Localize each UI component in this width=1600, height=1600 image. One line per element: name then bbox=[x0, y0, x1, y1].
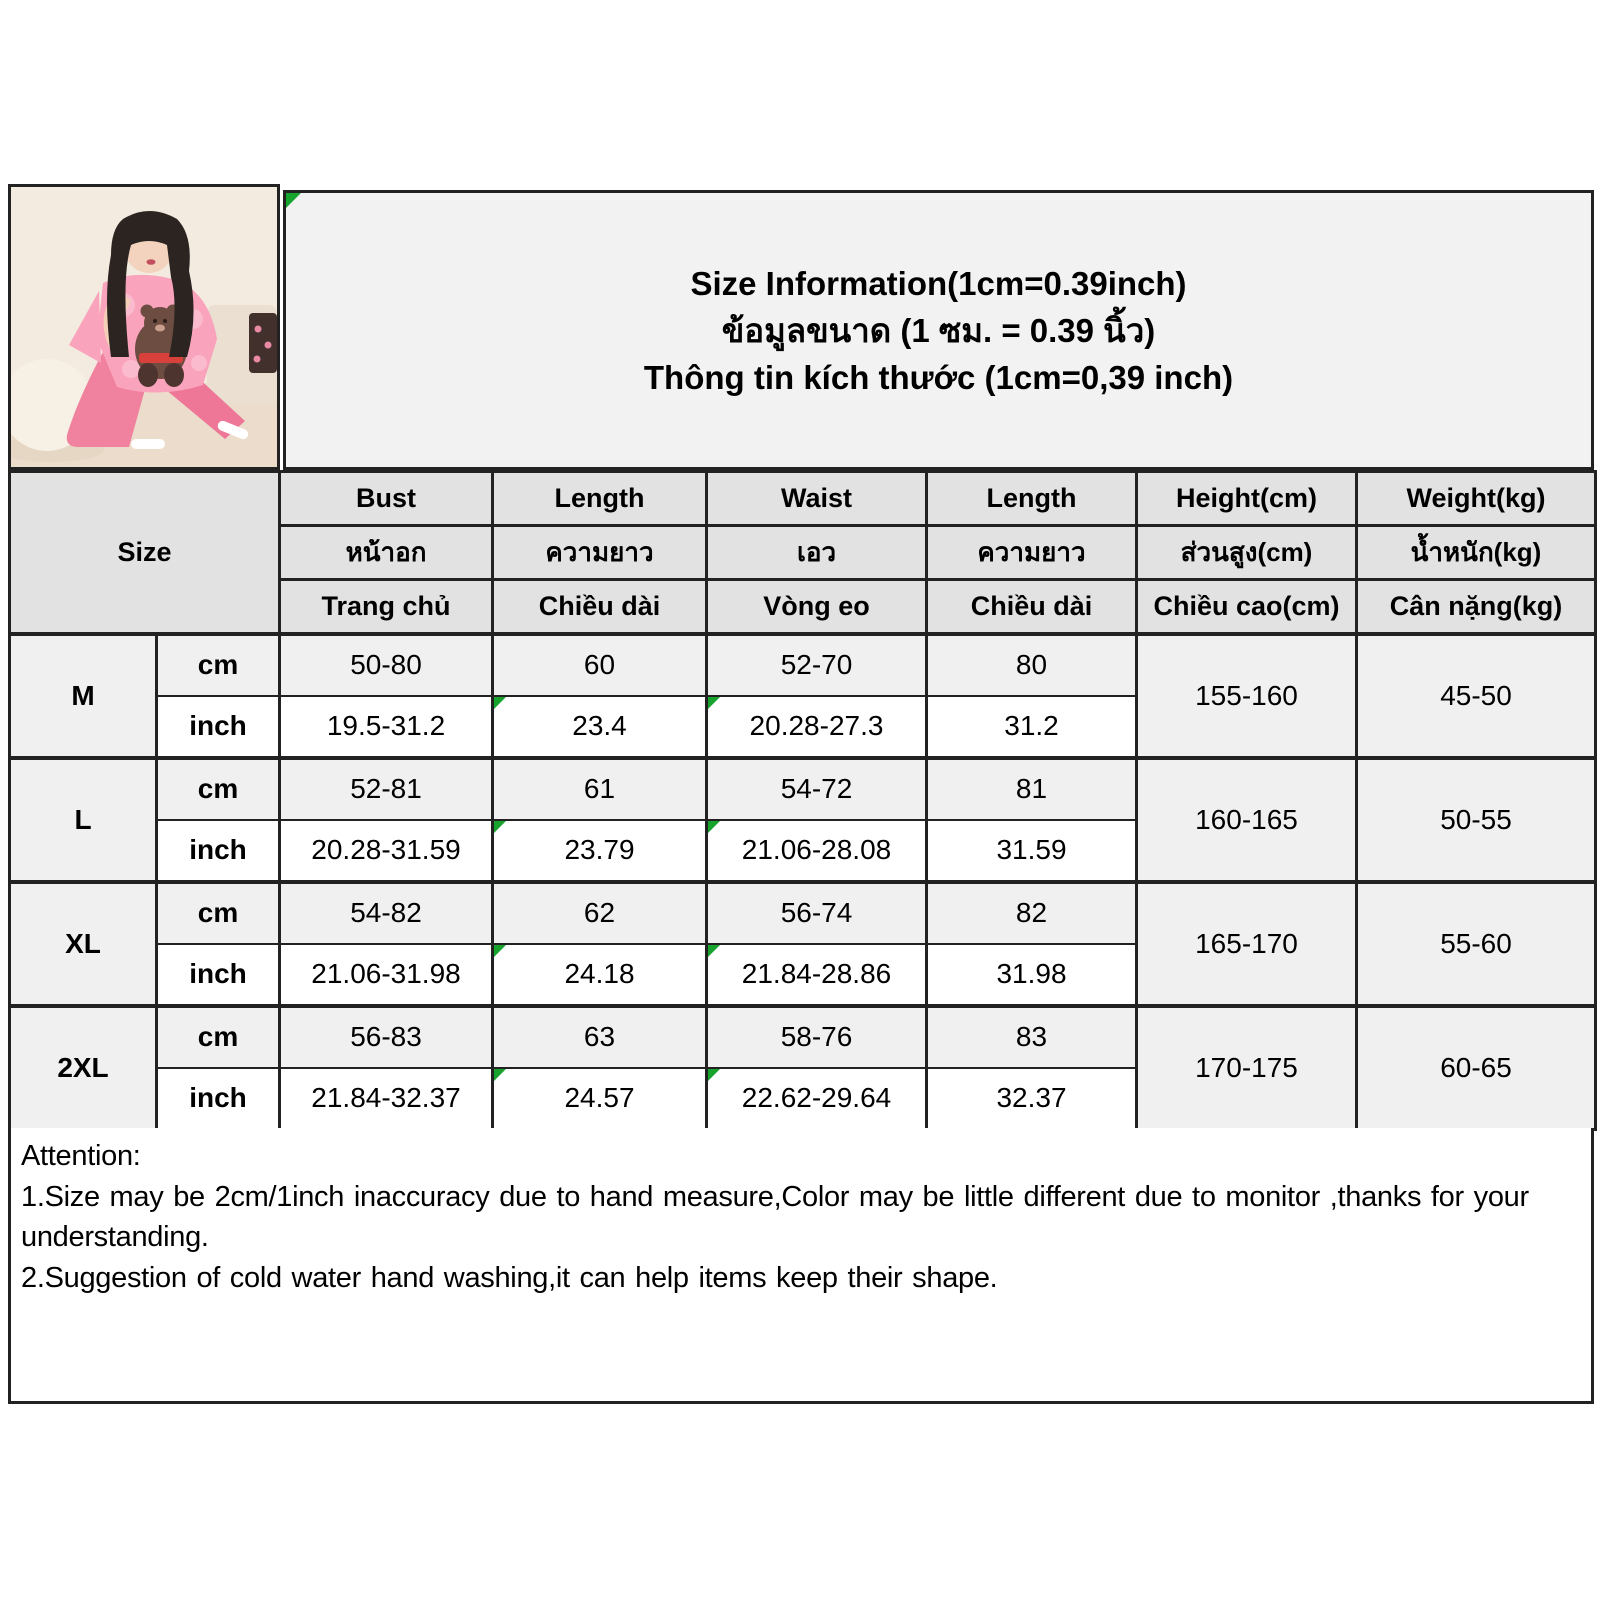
size-label-xl: XL bbox=[10, 882, 157, 1006]
cell-xl-weight: 55-60 bbox=[1357, 882, 1596, 1006]
col-header-weight-th: น้ำหนัก(kg) bbox=[1357, 526, 1596, 580]
cell-xl-inch-length2: 31.98 bbox=[927, 944, 1137, 1006]
cell-xl-cm-bust: 54-82 bbox=[280, 882, 493, 944]
col-header-weight-en: Weight(kg) bbox=[1357, 472, 1596, 526]
col-header-height-en: Height(cm) bbox=[1137, 472, 1357, 526]
col-header-length-en: Length bbox=[493, 472, 707, 526]
size-header-cell: Size bbox=[10, 472, 280, 634]
col-header-waist-th: เอว bbox=[707, 526, 927, 580]
title-vietnamese: Thông tin kích thước (1cm=0,39 inch) bbox=[643, 358, 1234, 396]
unit-cell-inch: inch bbox=[157, 820, 280, 882]
cell-xl-cm-length: 62 bbox=[493, 882, 707, 944]
size-info-title-block bbox=[283, 190, 1594, 470]
green-corner-marker-icon bbox=[494, 821, 506, 833]
green-corner-marker-icon bbox=[494, 1069, 506, 1081]
green-corner-marker-icon bbox=[286, 193, 301, 208]
cell-m-cm-length: 60 bbox=[493, 634, 707, 696]
cell-m-weight: 45-50 bbox=[1357, 634, 1596, 758]
cell-l-cm-length2: 81 bbox=[927, 758, 1137, 820]
title-thai: ข้อมูลขนาด (1 ซม. = 0.39 นิ้ว) bbox=[721, 311, 1156, 349]
cell-l-inch-waist: 21.06-28.08 bbox=[707, 820, 927, 882]
cell-l-inch-length: 23.79 bbox=[493, 820, 707, 882]
cell-2xl-cm-bust: 56-83 bbox=[280, 1006, 493, 1068]
unit-cell-cm: cm bbox=[157, 634, 280, 696]
attention-note-1: 1.Size may be 2cm/1inch inaccuracy due to hand measure,Color may be little different due to monitor ,thanks for your understanding. bbox=[21, 1180, 1529, 1254]
cell-l-cm-waist: 54-72 bbox=[707, 758, 927, 820]
cell-m-inch-length: 23.4 bbox=[493, 696, 707, 758]
cell-xl-inch-waist: 21.84-28.86 bbox=[707, 944, 927, 1006]
unit-cell-inch: inch bbox=[157, 696, 280, 758]
product-photo bbox=[8, 184, 280, 470]
col-header-length2-en: Length bbox=[927, 472, 1137, 526]
col-header-bust-th: หน้าอก bbox=[280, 526, 493, 580]
cell-l-weight: 50-55 bbox=[1357, 758, 1596, 882]
cell-m-cm-waist: 52-70 bbox=[707, 634, 927, 696]
attention-note-2: 2.Suggestion of cold water hand washing,it can help items keep their shape. bbox=[21, 1261, 998, 1294]
unit-cell-cm: cm bbox=[157, 882, 280, 944]
cell-l-cm-length: 61 bbox=[493, 758, 707, 820]
cell-m-inch-waist: 20.28-27.3 bbox=[707, 696, 927, 758]
cell-xl-cm-waist: 56-74 bbox=[707, 882, 927, 944]
cell-xl-inch-length: 24.18 bbox=[493, 944, 707, 1006]
col-header-length2-vi: Chiều dài bbox=[927, 580, 1137, 634]
col-header-length-th: ความยาว bbox=[493, 526, 707, 580]
col-header-waist-en: Waist bbox=[707, 472, 927, 526]
size-label-m: M bbox=[10, 634, 157, 758]
green-corner-marker-icon bbox=[494, 697, 506, 709]
cell-xl-inch-bust: 21.06-31.98 bbox=[280, 944, 493, 1006]
size-label-l: L bbox=[10, 758, 157, 882]
col-header-length2-th: ความยาว bbox=[927, 526, 1137, 580]
unit-cell-inch: inch bbox=[157, 944, 280, 1006]
cell-m-height: 155-160 bbox=[1137, 634, 1357, 758]
model-illustration bbox=[11, 187, 277, 467]
col-header-bust-vi: Trang chủ bbox=[280, 580, 493, 634]
attention-notes-box bbox=[8, 1128, 1594, 1404]
cell-2xl-height: 170-175 bbox=[1137, 1006, 1357, 1130]
col-header-bust-en: Bust bbox=[280, 472, 493, 526]
cell-2xl-inch-length2: 32.37 bbox=[927, 1068, 1137, 1130]
unit-cell-cm: cm bbox=[157, 1006, 280, 1068]
cell-2xl-inch-bust: 21.84-32.37 bbox=[280, 1068, 493, 1130]
cell-2xl-inch-length: 24.57 bbox=[493, 1068, 707, 1130]
cell-m-cm-bust: 50-80 bbox=[280, 634, 493, 696]
cell-xl-height: 165-170 bbox=[1137, 882, 1357, 1006]
unit-cell-inch: inch bbox=[157, 1068, 280, 1130]
col-header-waist-vi: Vòng eo bbox=[707, 580, 927, 634]
cell-l-height: 160-165 bbox=[1137, 758, 1357, 882]
green-corner-marker-icon bbox=[494, 945, 506, 957]
cell-2xl-inch-waist: 22.62-29.64 bbox=[707, 1068, 927, 1130]
cell-2xl-cm-waist: 58-76 bbox=[707, 1006, 927, 1068]
cell-m-inch-length2: 31.2 bbox=[927, 696, 1137, 758]
cell-l-cm-bust: 52-81 bbox=[280, 758, 493, 820]
title-english: Size Information(1cm=0.39inch) bbox=[690, 264, 1187, 302]
cell-2xl-weight: 60-65 bbox=[1357, 1006, 1596, 1130]
cell-m-inch-bust: 19.5-31.2 bbox=[280, 696, 493, 758]
cell-2xl-cm-length: 63 bbox=[493, 1006, 707, 1068]
col-header-length-vi: Chiều dài bbox=[493, 580, 707, 634]
cell-m-cm-length2: 80 bbox=[927, 634, 1137, 696]
col-header-height-th: ส่วนสูง(cm) bbox=[1137, 526, 1357, 580]
green-corner-marker-icon bbox=[708, 697, 720, 709]
unit-cell-cm: cm bbox=[157, 758, 280, 820]
attention-heading: Attention: bbox=[21, 1140, 141, 1172]
size-chart-table bbox=[8, 470, 1597, 1131]
cell-l-inch-bust: 20.28-31.59 bbox=[280, 820, 493, 882]
col-header-height-vi: Chiều cao(cm) bbox=[1137, 580, 1357, 634]
green-corner-marker-icon bbox=[708, 945, 720, 957]
cell-2xl-cm-length2: 83 bbox=[927, 1006, 1137, 1068]
col-header-weight-vi: Cân nặng(kg) bbox=[1357, 580, 1596, 634]
green-corner-marker-icon bbox=[708, 1069, 720, 1081]
cell-l-inch-length2: 31.59 bbox=[927, 820, 1137, 882]
cell-xl-cm-length2: 82 bbox=[927, 882, 1137, 944]
size-label-2xl: 2XL bbox=[10, 1006, 157, 1130]
green-corner-marker-icon bbox=[708, 821, 720, 833]
